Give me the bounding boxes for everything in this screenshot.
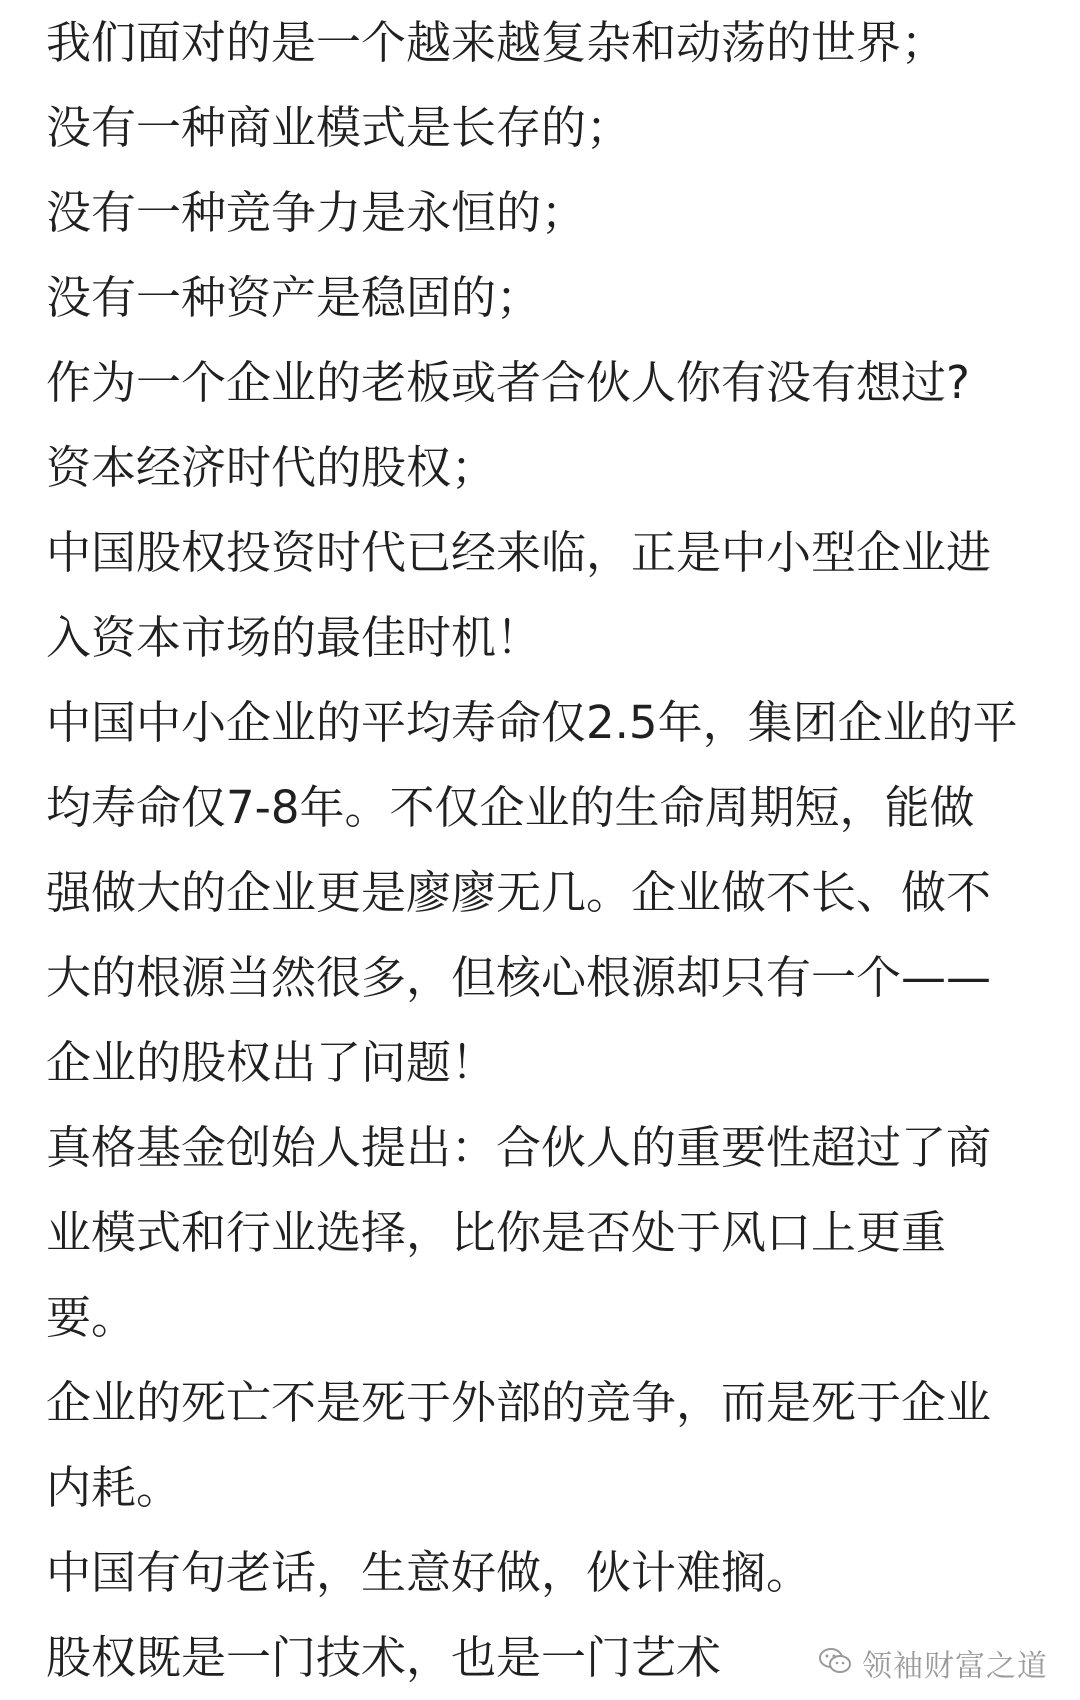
text-line: 要。 — [46, 1291, 137, 1344]
text-line: 企业的股权出了问题！ — [46, 1036, 497, 1089]
text-line: 企业的死亡不是死于外部的竞争，而是死于企业 — [46, 1376, 992, 1429]
text-line: 我们面对的是一个越来越复杂和动荡的世界； — [46, 16, 947, 69]
wechat-icon — [818, 1647, 852, 1680]
text-line: 没有一种商业模式是长存的； — [46, 101, 632, 154]
text-line: 资本经济时代的股权； — [46, 441, 497, 494]
watermark-text: 领袖财富之道 — [862, 1649, 1048, 1684]
text-line: 中国股权投资时代已经来临，正是中小型企业进 — [46, 526, 992, 579]
article-text — [46, 0, 1046, 1700]
text-line: 中国有句老话，生意好做，伙计难搁。 — [46, 1546, 812, 1599]
text-line: 均寿命仅7-8年。不仅企业的生命周期短，能做 — [46, 781, 975, 834]
text-line: 没有一种竞争力是永恒的； — [46, 186, 587, 239]
text-line: 内耗。 — [46, 1461, 182, 1514]
text-line: 真格基金创始人提出：合伙人的重要性超过了商 — [46, 1121, 992, 1174]
text-line: 大的根源当然很多，但核心根源却只有一个—— — [46, 951, 992, 1004]
text-line: 股权既是一门技术，也是一门艺术 — [46, 1631, 722, 1684]
text-line: 没有一种资产是稳固的； — [46, 271, 542, 324]
text-line: 入资本市场的最佳时机！ — [46, 611, 542, 664]
text-line: 业模式和行业选择，比你是否处于风口上更重 — [46, 1206, 947, 1259]
text-line: 作为一个企业的老板或者合伙人你有没有想过? — [46, 356, 970, 409]
article-body — [46, 0, 1046, 1700]
watermark — [810, 1639, 1056, 1687]
text-line: 中国中小企业的平均寿命仅2.5年，集团企业的平 — [46, 696, 1018, 749]
text-line: 强做大的企业更是廖廖无几。企业做不长、做不 — [46, 866, 992, 919]
